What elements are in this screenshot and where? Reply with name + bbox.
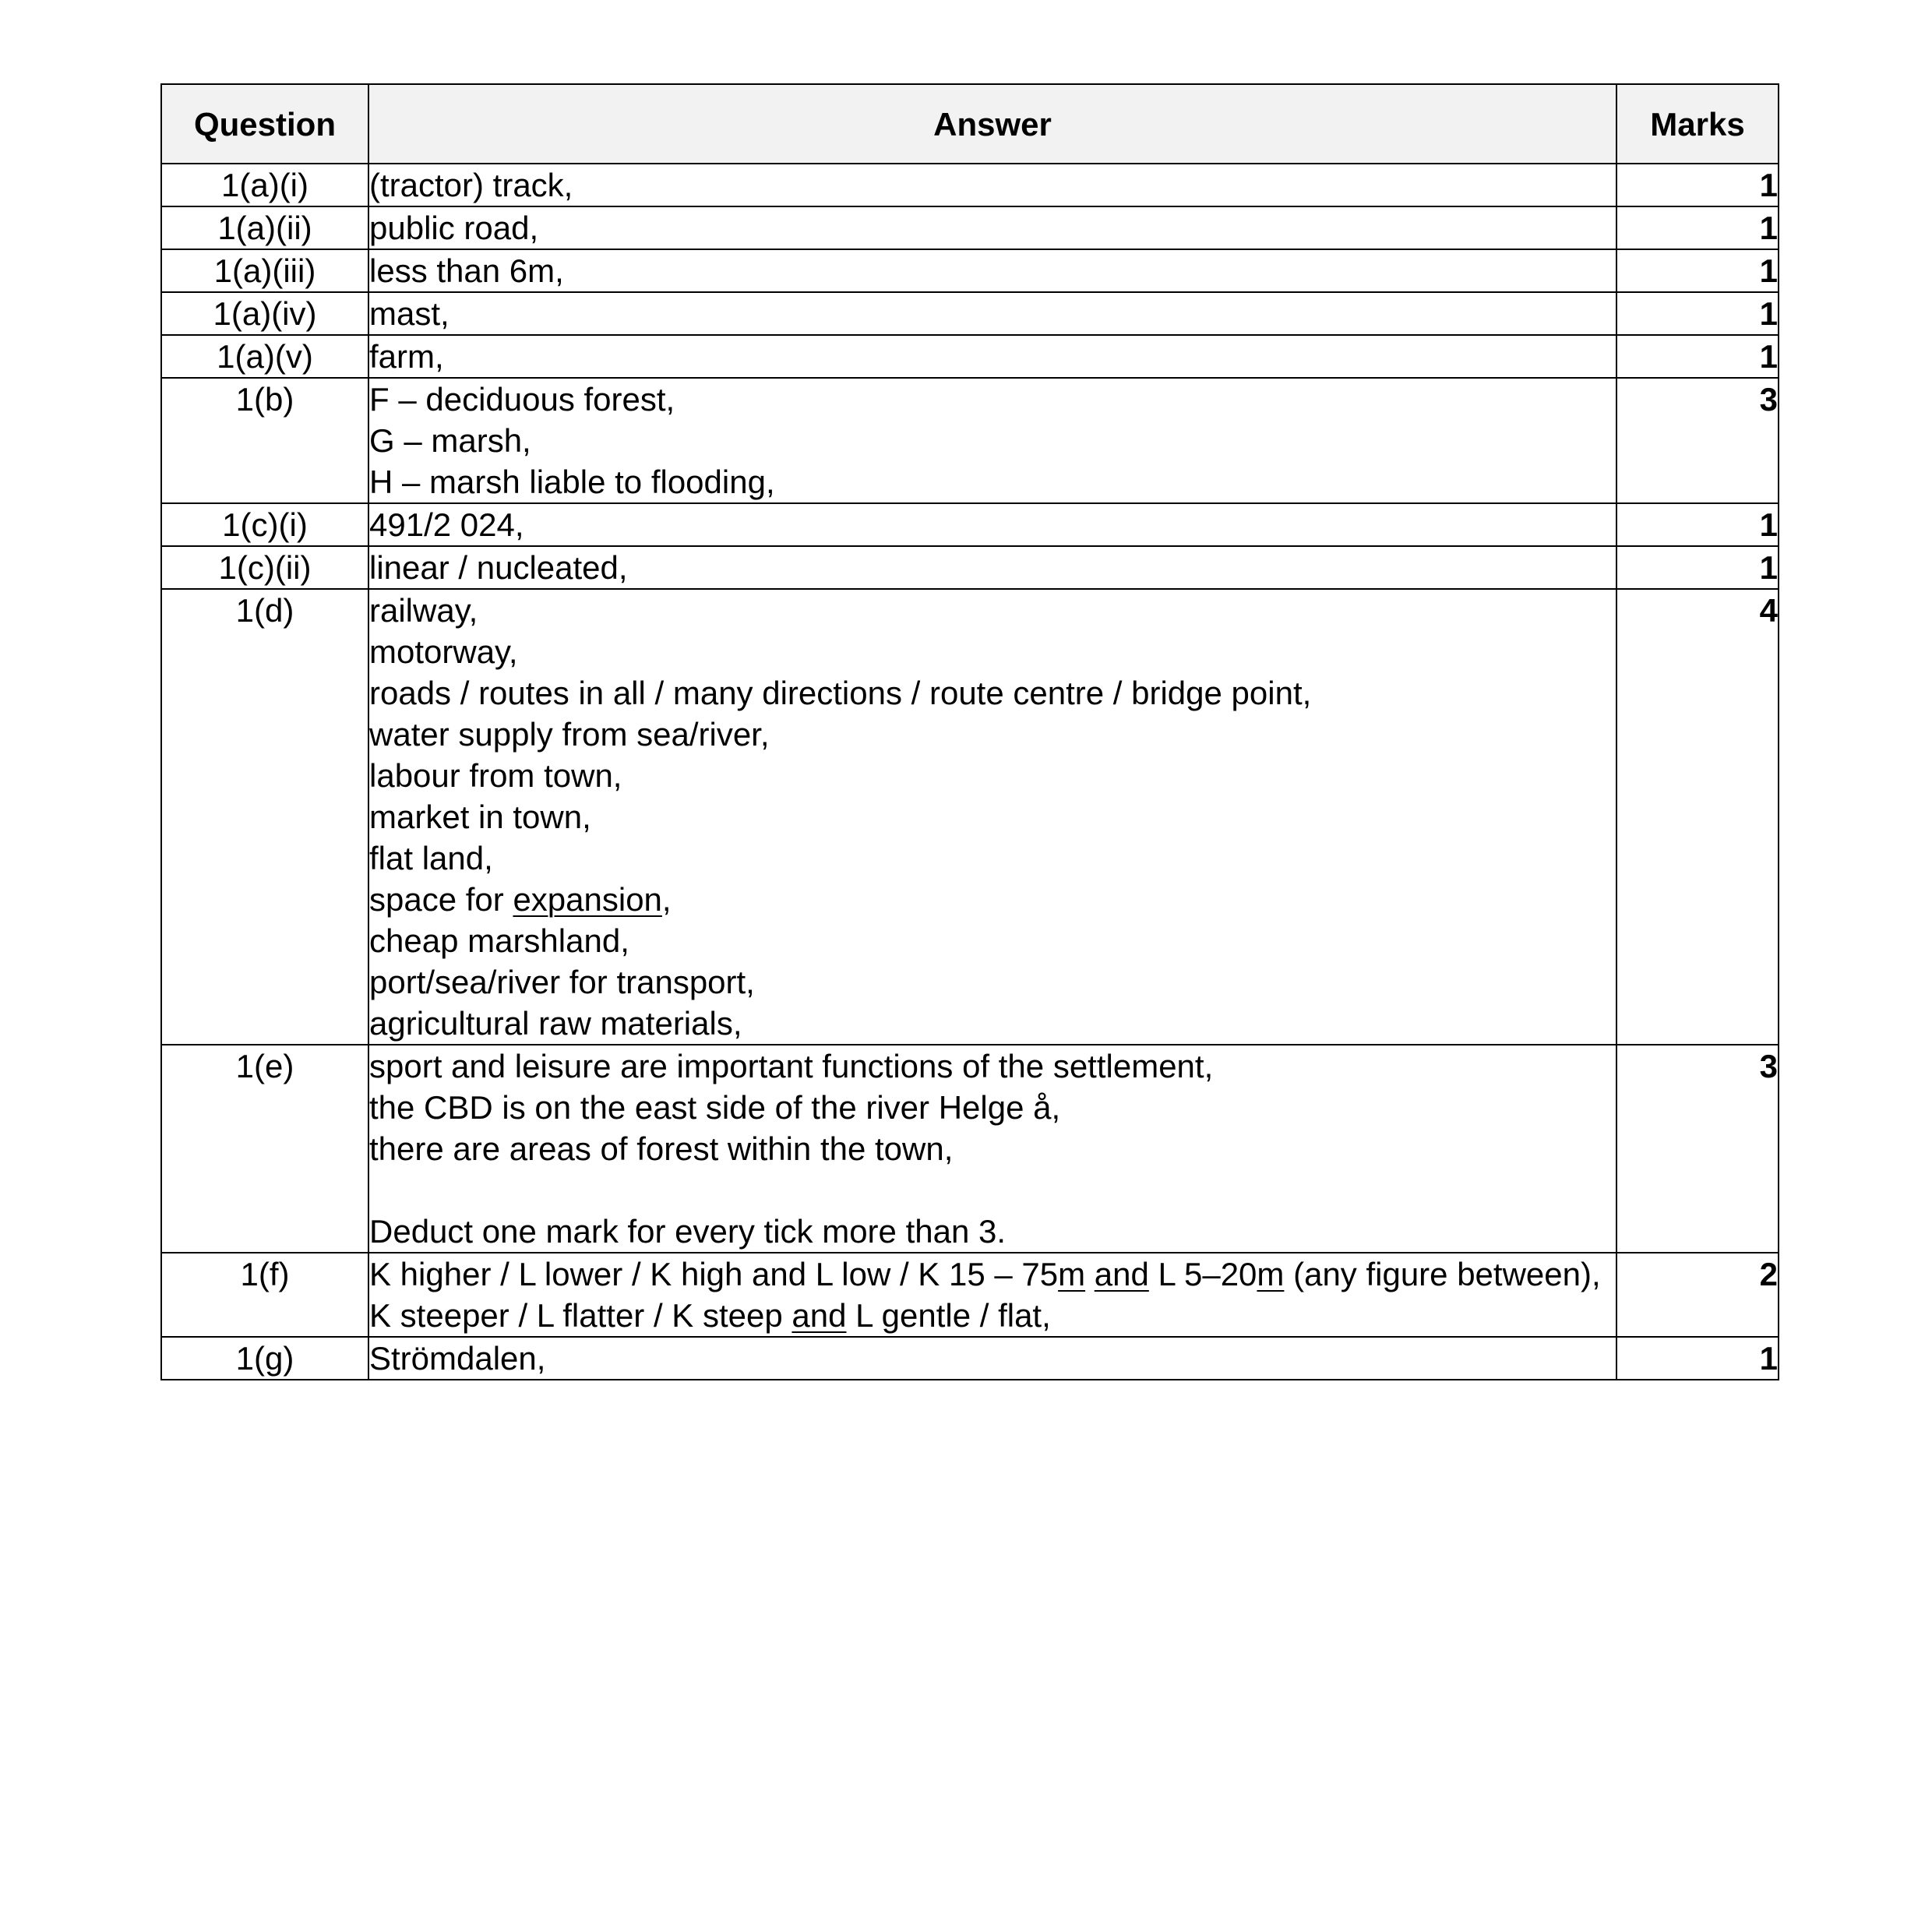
answer-cell <box>368 164 1616 206</box>
answer-line: linear / nucleated, <box>369 549 628 586</box>
answer-header: Answer <box>368 84 1616 164</box>
question-cell: 1(f) <box>161 1253 368 1337</box>
table-row <box>161 589 1779 1045</box>
answer-line: less than 6m, <box>369 252 564 289</box>
answer-cell <box>368 206 1616 249</box>
marks-cell: 2 <box>1616 1253 1779 1337</box>
answer-line: sport and leisure are important functions of the settlement, <box>369 1048 1214 1084</box>
table-row <box>161 249 1779 292</box>
answer-cell <box>368 1045 1616 1253</box>
question-cell: 1(a)(v) <box>161 335 368 378</box>
underlined-text: and <box>1094 1256 1149 1292</box>
table-row <box>161 1337 1779 1380</box>
answer-cell <box>368 249 1616 292</box>
question-cell: 1(d) <box>161 589 368 1045</box>
marks-cell: 1 <box>1616 249 1779 292</box>
answer-cell <box>368 292 1616 335</box>
question-cell: 1(e) <box>161 1045 368 1253</box>
marks-cell: 1 <box>1616 335 1779 378</box>
answer-line: there are areas of forest within the town, <box>369 1130 954 1167</box>
question-cell: 1(g) <box>161 1337 368 1380</box>
question-cell: 1(a)(ii) <box>161 206 368 249</box>
underlined-text: and <box>791 1297 847 1334</box>
answer-line: G – marsh, <box>369 422 531 459</box>
answer-line: the CBD is on the east side of the river Helge å, <box>369 1089 1061 1126</box>
answer-cell <box>368 378 1616 503</box>
answer-line: motorway, <box>369 633 518 670</box>
answer-line: 491/2 024, <box>369 506 524 543</box>
answer-cell <box>368 1253 1616 1337</box>
answer-line: railway, <box>369 592 478 629</box>
question-cell: 1(c)(ii) <box>161 546 368 589</box>
answer-text: space for <box>369 881 504 918</box>
underlined-text: m <box>1257 1256 1285 1292</box>
table-row <box>161 164 1779 206</box>
marks-cell: 3 <box>1616 378 1779 503</box>
table-row <box>161 292 1779 335</box>
answer-cell <box>368 503 1616 546</box>
table-row <box>161 546 1779 589</box>
answer-line: Strömdalen, <box>369 1340 546 1377</box>
answer-line: farm, <box>369 338 444 375</box>
marks-cell: 3 <box>1616 1045 1779 1253</box>
question-cell: 1(c)(i) <box>161 503 368 546</box>
answer-line <box>369 1295 1616 1336</box>
question-cell: 1(b) <box>161 378 368 503</box>
answer-line: roads / routes in all / many directions / route centre / bridge point, <box>369 675 1312 711</box>
answer-text: L 5–20 <box>1158 1256 1257 1292</box>
answer-line: water supply from sea/river, <box>369 716 770 753</box>
table-row <box>161 206 1779 249</box>
answer-note: Deduct one mark for every tick more than 3. <box>369 1213 1007 1250</box>
answer-cell <box>368 335 1616 378</box>
header-row <box>161 84 1779 164</box>
answer-cell <box>368 1337 1616 1380</box>
answer-line: H – marsh liable to flooding, <box>369 464 775 500</box>
table-row <box>161 1045 1779 1253</box>
marks-cell: 1 <box>1616 292 1779 335</box>
answer-line <box>369 1253 1616 1295</box>
answer-line: F – deciduous forest, <box>369 381 675 418</box>
answer-line: port/sea/river for transport, <box>369 964 755 1000</box>
answer-line: agricultural raw materials, <box>369 1005 742 1042</box>
answer-text: , <box>661 881 672 918</box>
marks-cell: 4 <box>1616 589 1779 1045</box>
question-header: Question <box>161 84 368 164</box>
marks-cell: 1 <box>1616 503 1779 546</box>
marks-cell: 1 <box>1616 1337 1779 1380</box>
answer-text: K steeper / L flatter / K steep <box>369 1297 783 1334</box>
table-row <box>161 335 1779 378</box>
table-row <box>161 1253 1779 1337</box>
answer-line: cheap marshland, <box>369 922 629 959</box>
question-cell: 1(a)(i) <box>161 164 368 206</box>
answer-line: flat land, <box>369 840 493 876</box>
answer-line: (tractor) track, <box>369 167 573 203</box>
answer-text: L gentle / flat, <box>855 1297 1051 1334</box>
mark-scheme-table <box>160 83 1779 1380</box>
underlined-text: m <box>1058 1256 1086 1292</box>
answer-text: (any figure between), <box>1293 1256 1601 1292</box>
answer-line: mast, <box>369 295 450 332</box>
marks-cell: 1 <box>1616 546 1779 589</box>
answer-cell <box>368 546 1616 589</box>
answer-line <box>369 879 1616 920</box>
underlined-text: expansion <box>513 881 662 918</box>
answer-line: labour from town, <box>369 757 622 794</box>
answer-text: K higher / L lower / K high and L low / K 15 – 75 <box>369 1256 1059 1292</box>
table-row <box>161 378 1779 503</box>
question-cell: 1(a)(iii) <box>161 249 368 292</box>
marks-cell: 1 <box>1616 164 1779 206</box>
blank-line <box>369 1169 1616 1211</box>
table-row <box>161 503 1779 546</box>
question-cell: 1(a)(iv) <box>161 292 368 335</box>
answer-line: public road, <box>369 210 539 246</box>
marks-header: Marks <box>1616 84 1779 164</box>
answer-cell <box>368 589 1616 1045</box>
answer-line: market in town, <box>369 799 591 835</box>
marks-cell: 1 <box>1616 206 1779 249</box>
